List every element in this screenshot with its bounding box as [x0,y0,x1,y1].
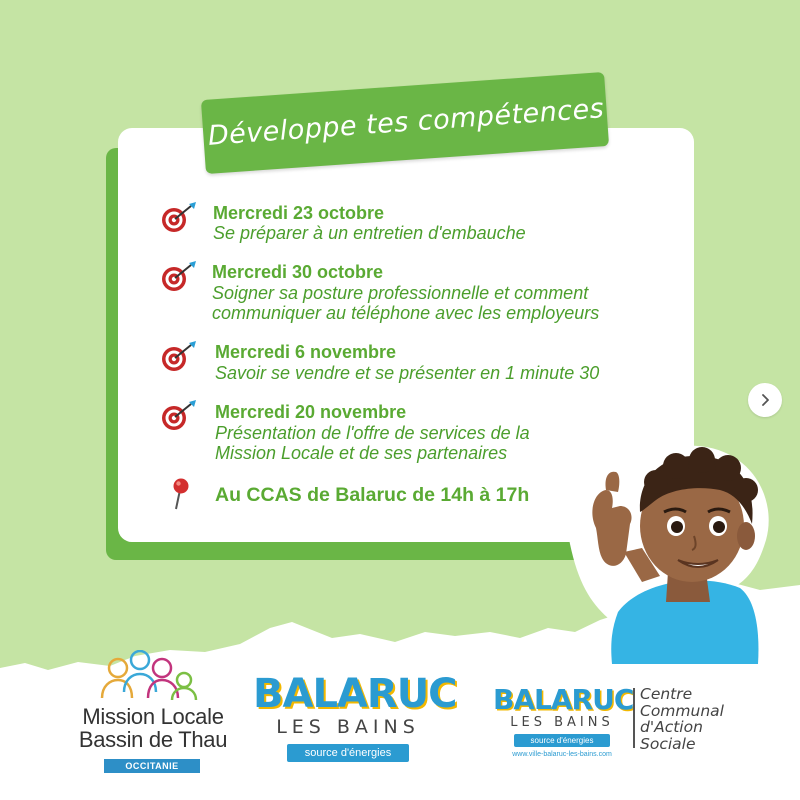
event-date: Mercredi 20 novembre [215,402,407,422]
event-description: Soigner sa posture professionnelle et comment [212,283,589,303]
event-description: Mission Locale et de ses partenaires [215,443,508,463]
event-date: Mercredi 6 novembre [215,342,397,362]
logo-tagline: source d'énergies [287,744,409,762]
logo-text: BALARUC [253,671,457,717]
next-slide-button[interactable] [748,383,782,417]
location-text: Au CCAS de Balaruc de 14h à 17h [215,484,530,506]
chevron-right-icon [758,393,772,407]
logo-divider [633,688,635,748]
event-description: Se préparer à un entretien d'embauche [213,223,526,243]
logo-text: Mission Locale [82,704,224,729]
target-arrow-icon [158,259,200,293]
target-arrow-icon [158,339,200,373]
page-title: Développe tes compétences [206,92,606,152]
balaruc-logo [253,671,457,762]
logo-text: LES BAINS [510,715,614,730]
event-description: communiquer au téléphone avec les employeurs [212,303,600,323]
balaruc-ccas-logo [493,683,634,758]
logo-text: Centre [640,685,693,703]
event-description: Présentation de l'offre de services de la [215,423,530,443]
event-date: Mercredi 23 octobre [213,203,385,223]
map-pin-icon [160,476,196,512]
logo-url: www.ville-balaruc-les-bains.com [512,751,612,758]
logo-tagline: source d'énergies [514,734,610,747]
logo-text: LES BAINS [276,716,420,738]
logo-text: d'Action [640,718,703,736]
event-description: Savoir se vendre et se présenter en 1 minute 30 [215,363,600,383]
target-arrow-icon [158,398,200,432]
logo-text: Bassin de Thau [78,727,228,752]
logo-text: Sociale [640,734,696,753]
target-arrow-icon [158,200,200,234]
avatar-phone-gesture-icon [560,432,790,664]
occitanie-badge: OCCITANIE [104,759,200,773]
ccas-logo-text [640,686,724,752]
logo-text: BALARUC [493,683,634,716]
mission-locale-name [78,705,228,751]
logo-text: Communal [640,701,724,720]
event-date: Mercredi 30 octobre [212,262,384,282]
